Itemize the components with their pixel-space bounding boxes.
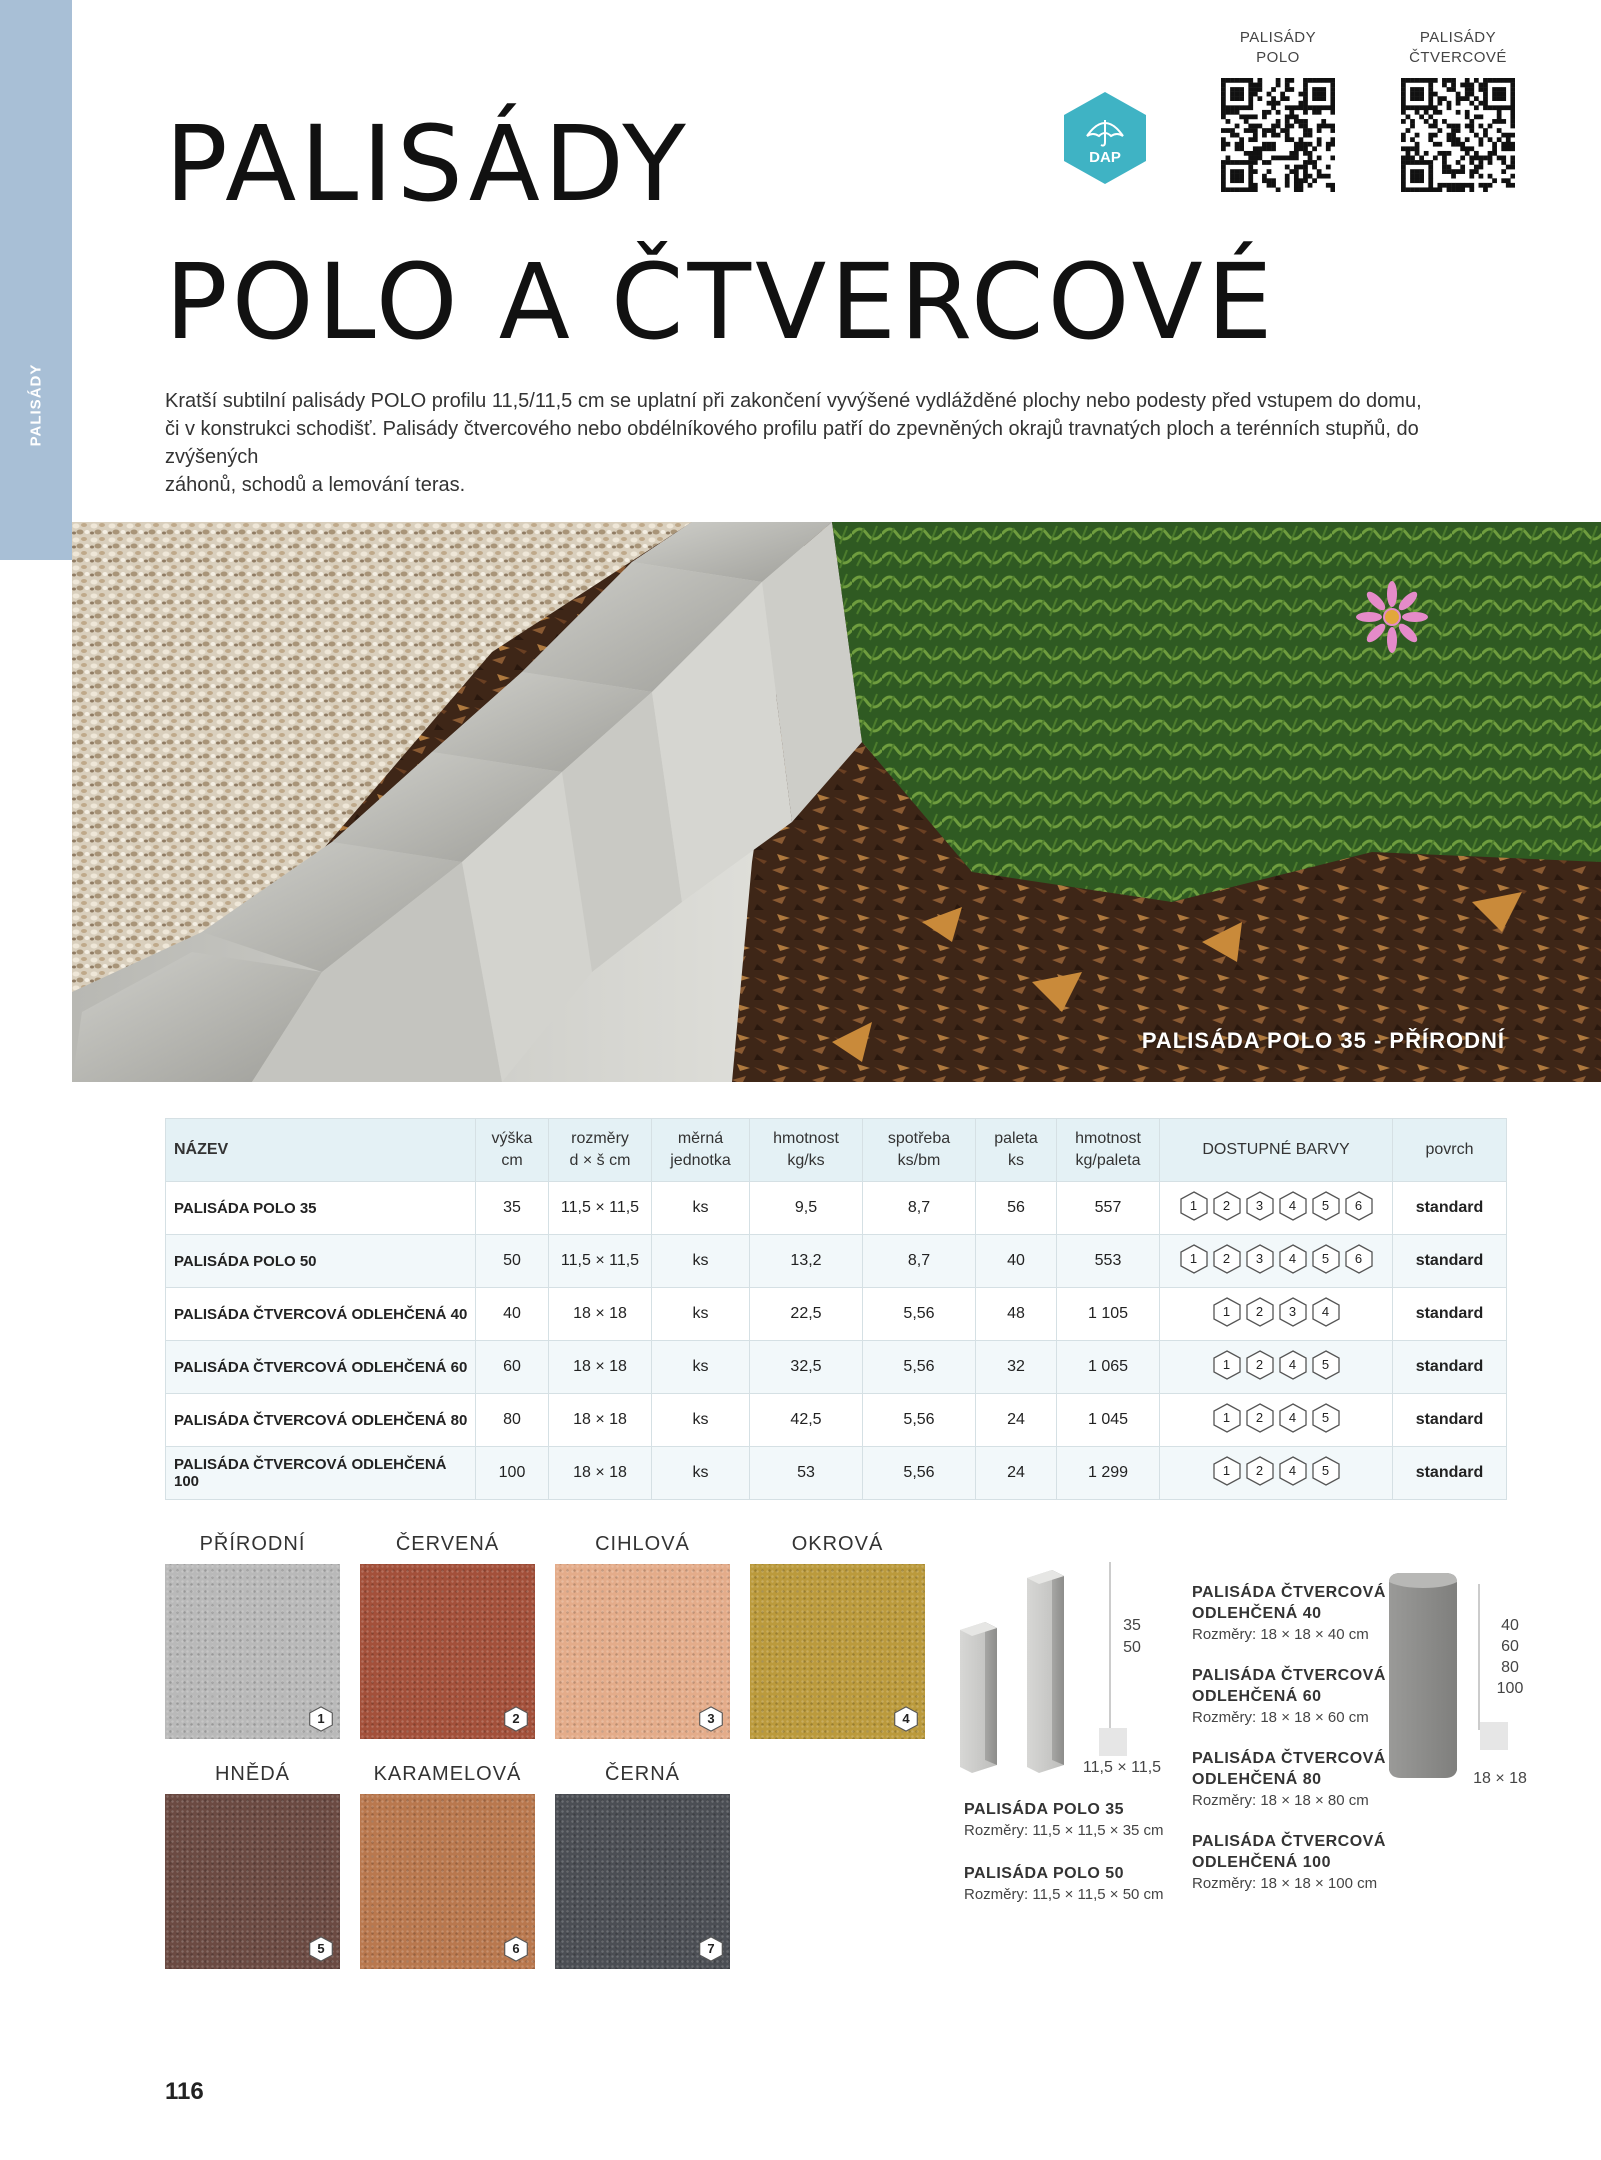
polo-35-name: PALISÁDA POLO 35 xyxy=(964,1801,1125,1818)
color-code-badge: 4 xyxy=(1278,1456,1308,1486)
header-dims: rozměry d × š cm xyxy=(549,1119,652,1182)
swatch-label: ČERNÁ xyxy=(604,1763,680,1785)
header-weight: hmotnost kg/ks xyxy=(750,1119,863,1182)
color-codes xyxy=(1179,1191,1374,1221)
header-unit: měrná jednotka xyxy=(652,1119,750,1182)
cell-surface: standard xyxy=(1393,1447,1507,1500)
cell-pallet-weight: 1 105 xyxy=(1057,1288,1160,1341)
header-colors: DOSTUPNÉ BARVY xyxy=(1160,1119,1393,1182)
ctvercova-item xyxy=(1192,1748,1392,1811)
table-row xyxy=(166,1288,1507,1341)
color-code-badge: 5 xyxy=(1311,1191,1341,1221)
intro-line-3: záhonů, schodů a lemování teras. xyxy=(165,474,466,496)
ctvercova-dims: Rozměry: 18 × 18 × 100 cm xyxy=(1192,1875,1378,1892)
swatch-label: OKROVÁ xyxy=(791,1533,884,1555)
color-codes xyxy=(1179,1244,1374,1274)
cell-dims: 18 × 18 xyxy=(549,1288,652,1341)
color-code-badge: 5 xyxy=(1311,1456,1341,1486)
ctvercova-section-square xyxy=(1480,1722,1508,1750)
cell-pallet: 24 xyxy=(976,1394,1057,1447)
cell-colors xyxy=(1160,1182,1393,1235)
cell-weight: 53 xyxy=(750,1447,863,1500)
color-code-badge: 4 xyxy=(1278,1403,1308,1433)
cell-usage: 8,7 xyxy=(863,1182,976,1235)
color-code-badge: 1 xyxy=(1212,1350,1242,1380)
color-code-badge: 1 xyxy=(1212,1297,1242,1327)
cell-pallet-weight: 553 xyxy=(1057,1235,1160,1288)
table-row xyxy=(166,1341,1507,1394)
swatch-item xyxy=(360,1763,535,1969)
cell-pallet: 48 xyxy=(976,1288,1057,1341)
color-code-badge: 2 xyxy=(1245,1456,1275,1486)
cell-pallet-weight: 1 065 xyxy=(1057,1341,1160,1394)
swatch-item xyxy=(360,1533,535,1739)
cell-dims: 11,5 × 11,5 xyxy=(549,1235,652,1288)
cell-height: 40 xyxy=(476,1288,549,1341)
cell-pallet-weight: 557 xyxy=(1057,1182,1160,1235)
ctvercova-item xyxy=(1192,1831,1392,1894)
color-code-badge: 5 xyxy=(1311,1403,1341,1433)
swatch-number-badge: 4 xyxy=(893,1705,919,1733)
color-code-badge: 5 xyxy=(1311,1350,1341,1380)
photo-caption: PALISÁDA POLO 35 - PŘÍRODNÍ xyxy=(1141,1028,1505,1053)
ctvercova-name2: ODLEHČENÁ 100 xyxy=(1192,1854,1331,1871)
color-code-badge: 1 xyxy=(1179,1191,1209,1221)
qr-ctvercove[interactable] xyxy=(1393,28,1523,197)
swatch-item xyxy=(750,1533,925,1739)
color-swatch xyxy=(165,1794,340,1969)
cell-dims: 11,5 × 11,5 xyxy=(549,1182,652,1235)
cell-dims: 18 × 18 xyxy=(549,1447,652,1500)
color-code-badge: 3 xyxy=(1245,1244,1275,1274)
color-swatches xyxy=(165,1533,925,1983)
cell-surface: standard xyxy=(1393,1394,1507,1447)
color-code-badge: 2 xyxy=(1245,1297,1275,1327)
ctvercova-items xyxy=(1192,1582,1392,1914)
cell-weight: 42,5 xyxy=(750,1394,863,1447)
color-swatch xyxy=(360,1564,535,1739)
ctvercova-name1: PALISÁDA ČTVERCOVÁ xyxy=(1192,1584,1386,1601)
header-pallet: paleta ks xyxy=(976,1119,1057,1182)
ctvercova-section: 18 × 18 xyxy=(1473,1770,1527,1787)
cell-pallet: 56 xyxy=(976,1182,1057,1235)
cell-unit: ks xyxy=(652,1235,750,1288)
cell-pallet-weight: 1 045 xyxy=(1057,1394,1160,1447)
color-code-badge: 1 xyxy=(1179,1244,1209,1274)
color-code-badge: 4 xyxy=(1311,1297,1341,1327)
qr-label-line2: ČTVERCOVÉ xyxy=(1409,49,1507,66)
cell-weight: 9,5 xyxy=(750,1182,863,1235)
table-header-row xyxy=(166,1119,1507,1182)
cell-colors xyxy=(1160,1394,1393,1447)
color-code-badge: 3 xyxy=(1278,1297,1308,1327)
swatch-item xyxy=(165,1763,340,1969)
side-tab-label: PALISÁDY xyxy=(27,363,45,447)
color-code-badge: 1 xyxy=(1212,1403,1242,1433)
header-surface: povrch xyxy=(1393,1119,1507,1182)
cell-usage: 5,56 xyxy=(863,1394,976,1447)
cell-colors xyxy=(1160,1447,1393,1500)
ctvercova-name1: PALISÁDA ČTVERCOVÁ xyxy=(1192,1833,1386,1850)
cell-unit: ks xyxy=(652,1182,750,1235)
dap-badge xyxy=(1062,90,1148,186)
cell-height: 80 xyxy=(476,1394,549,1447)
ctvercova-heights xyxy=(1490,1615,1530,1699)
color-code-badge: 6 xyxy=(1344,1244,1374,1274)
swatch-number-badge: 6 xyxy=(503,1935,529,1963)
swatch-number-badge: 1 xyxy=(308,1705,334,1733)
color-codes xyxy=(1212,1403,1341,1433)
swatch-item xyxy=(555,1763,730,1969)
cell-name: PALISÁDA POLO 35 xyxy=(166,1182,476,1235)
polo-50-dims: Rozměry: 11,5 × 11,5 × 50 cm xyxy=(964,1886,1164,1903)
swatch-label: ČERVENÁ xyxy=(395,1533,500,1555)
qr-polo[interactable] xyxy=(1213,28,1343,197)
spec-table xyxy=(165,1118,1507,1500)
header-usage: spotřeba ks/bm xyxy=(863,1119,976,1182)
ctvercova-height: 100 xyxy=(1496,1680,1524,1697)
cell-colors xyxy=(1160,1235,1393,1288)
cell-pallet: 40 xyxy=(976,1235,1057,1288)
qr-label-line1: PALISÁDY xyxy=(1239,29,1317,46)
cell-surface: standard xyxy=(1393,1341,1507,1394)
cell-pallet: 24 xyxy=(976,1447,1057,1500)
ctvercova-drawing xyxy=(1385,1570,1495,1780)
ctvercova-height: 80 xyxy=(1501,1659,1519,1676)
ctvercova-name2: ODLEHČENÁ 40 xyxy=(1192,1605,1322,1622)
qr-code-icon xyxy=(1221,78,1335,192)
color-codes xyxy=(1212,1297,1341,1327)
swatch-item xyxy=(165,1533,340,1739)
polo-palisade-illustration xyxy=(955,1560,1185,1780)
cell-colors xyxy=(1160,1288,1393,1341)
swatch-number-badge: 3 xyxy=(698,1705,724,1733)
color-codes xyxy=(1212,1350,1341,1380)
cell-usage: 5,56 xyxy=(863,1288,976,1341)
swatch-number-badge: 5 xyxy=(308,1935,334,1963)
color-code-badge: 5 xyxy=(1311,1244,1341,1274)
swatch-number-badge: 2 xyxy=(503,1705,529,1733)
cell-weight: 32,5 xyxy=(750,1341,863,1394)
cell-surface: standard xyxy=(1393,1288,1507,1341)
polo-height-50: 50 xyxy=(1123,1639,1141,1656)
cell-surface: standard xyxy=(1393,1182,1507,1235)
spec-table-body xyxy=(166,1182,1507,1500)
table-row xyxy=(166,1447,1507,1500)
swatch-label: PŘÍRODNÍ xyxy=(199,1533,306,1555)
header-pallet-weight: hmotnost kg/paleta xyxy=(1057,1119,1160,1182)
color-swatch xyxy=(750,1564,925,1739)
cell-name: PALISÁDA ČTVERCOVÁ ODLEHČENÁ 80 xyxy=(166,1394,476,1447)
page-title-line-1: PALISÁDY xyxy=(165,103,690,225)
color-swatch xyxy=(165,1564,340,1739)
ctvercova-name2: ODLEHČENÁ 80 xyxy=(1192,1771,1322,1788)
square-palisade-illustration xyxy=(1385,1570,1495,1780)
swatch-label: CIHLOVÁ xyxy=(595,1533,690,1555)
cell-weight: 22,5 xyxy=(750,1288,863,1341)
umbrella-icon xyxy=(1062,90,1148,186)
cell-unit: ks xyxy=(652,1447,750,1500)
photo-illustration xyxy=(72,522,1601,1082)
qr-label-line1: PALISÁDY xyxy=(1419,29,1497,46)
color-swatch xyxy=(555,1564,730,1739)
cell-name: PALISÁDA ČTVERCOVÁ ODLEHČENÁ 60 xyxy=(166,1341,476,1394)
ctvercova-item xyxy=(1192,1665,1392,1728)
ctvercova-dims: Rozměry: 18 × 18 × 40 cm xyxy=(1192,1626,1369,1643)
color-code-badge: 2 xyxy=(1245,1350,1275,1380)
cell-pallet: 32 xyxy=(976,1341,1057,1394)
intro-text xyxy=(165,387,1505,499)
cell-name: PALISÁDA POLO 50 xyxy=(166,1235,476,1288)
cell-usage: 8,7 xyxy=(863,1235,976,1288)
cell-pallet-weight: 1 299 xyxy=(1057,1447,1160,1500)
qr-label-line2: POLO xyxy=(1256,49,1300,66)
color-code-badge: 1 xyxy=(1212,1456,1242,1486)
ctvercova-height: 40 xyxy=(1501,1617,1519,1634)
cell-name: PALISÁDA ČTVERCOVÁ ODLEHČENÁ 40 xyxy=(166,1288,476,1341)
cell-height: 50 xyxy=(476,1235,549,1288)
cell-unit: ks xyxy=(652,1341,750,1394)
ctvercova-name2: ODLEHČENÁ 60 xyxy=(1192,1688,1322,1705)
cell-surface: standard xyxy=(1393,1235,1507,1288)
cell-name: PALISÁDA ČTVERCOVÁ ODLEHČENÁ 100 xyxy=(166,1447,476,1500)
ctvercova-name1: PALISÁDA ČTVERCOVÁ xyxy=(1192,1750,1386,1767)
intro-line-1: Kratší subtilní palisády POLO profilu 11,5/11,5 cm se uplatní při zakončení vyvýšené vydlážděné plochy nebo podesty před vstupem do domu, xyxy=(165,390,1422,412)
swatch-label: HNĚDÁ xyxy=(214,1763,290,1785)
intro-line-2: či v konstrukci schodišť. Palisády čtvercového nebo obdélníkového profilu patří do zpevněných okrajů travnatých ploch a terénních stupňů, do zvýšených xyxy=(165,418,1419,468)
table-row xyxy=(166,1182,1507,1235)
cell-weight: 13,2 xyxy=(750,1235,863,1288)
swatch-number-badge: 7 xyxy=(698,1935,724,1963)
polo-section: 11,5 × 11,5 xyxy=(1082,1759,1162,1776)
color-code-badge: 4 xyxy=(1278,1244,1308,1274)
color-code-badge: 2 xyxy=(1212,1191,1242,1221)
table-row xyxy=(166,1235,1507,1288)
cell-height: 100 xyxy=(476,1447,549,1500)
cell-usage: 5,56 xyxy=(863,1341,976,1394)
product-photo xyxy=(72,522,1601,1082)
cell-unit: ks xyxy=(652,1394,750,1447)
color-code-badge: 4 xyxy=(1278,1191,1308,1221)
polo-items xyxy=(964,1799,1204,1905)
ctvercova-item xyxy=(1192,1582,1392,1645)
cell-height: 60 xyxy=(476,1341,549,1394)
color-code-badge: 6 xyxy=(1344,1191,1374,1221)
polo-height-35: 35 xyxy=(1123,1617,1141,1634)
swatch-label: KARAMELOVÁ xyxy=(373,1763,522,1785)
cell-dims: 18 × 18 xyxy=(549,1341,652,1394)
color-code-badge: 2 xyxy=(1245,1403,1275,1433)
page-title-line-2: POLO A ČTVERCOVÉ xyxy=(165,241,1277,363)
polo-50-name: PALISÁDA POLO 50 xyxy=(964,1865,1125,1882)
cell-usage: 5,56 xyxy=(863,1447,976,1500)
cell-colors xyxy=(1160,1341,1393,1394)
color-swatch xyxy=(360,1794,535,1969)
side-tab xyxy=(0,0,72,560)
color-swatch xyxy=(555,1794,730,1969)
dap-label: DAP xyxy=(1089,149,1121,166)
color-code-badge: 4 xyxy=(1278,1350,1308,1380)
cell-dims: 18 × 18 xyxy=(549,1394,652,1447)
color-code-badge: 2 xyxy=(1212,1244,1242,1274)
ctvercova-dims: Rozměry: 18 × 18 × 60 cm xyxy=(1192,1709,1369,1726)
cell-height: 35 xyxy=(476,1182,549,1235)
page-number: 116 xyxy=(165,2078,204,2105)
polo-drawing xyxy=(955,1560,1185,1780)
color-code-badge: 3 xyxy=(1245,1191,1275,1221)
ctvercova-dims: Rozměry: 18 × 18 × 80 cm xyxy=(1192,1792,1369,1809)
color-codes xyxy=(1212,1456,1341,1486)
qr-code-icon xyxy=(1401,78,1515,192)
swatch-item xyxy=(555,1533,730,1739)
header-name: NÁZEV xyxy=(166,1119,476,1182)
ctvercova-name1: PALISÁDA ČTVERCOVÁ xyxy=(1192,1667,1386,1684)
ctvercova-height: 60 xyxy=(1501,1638,1519,1655)
cell-unit: ks xyxy=(652,1288,750,1341)
polo-35-dims: Rozměry: 11,5 × 11,5 × 35 cm xyxy=(964,1822,1164,1839)
header-height: výška cm xyxy=(476,1119,549,1182)
table-row xyxy=(166,1394,1507,1447)
